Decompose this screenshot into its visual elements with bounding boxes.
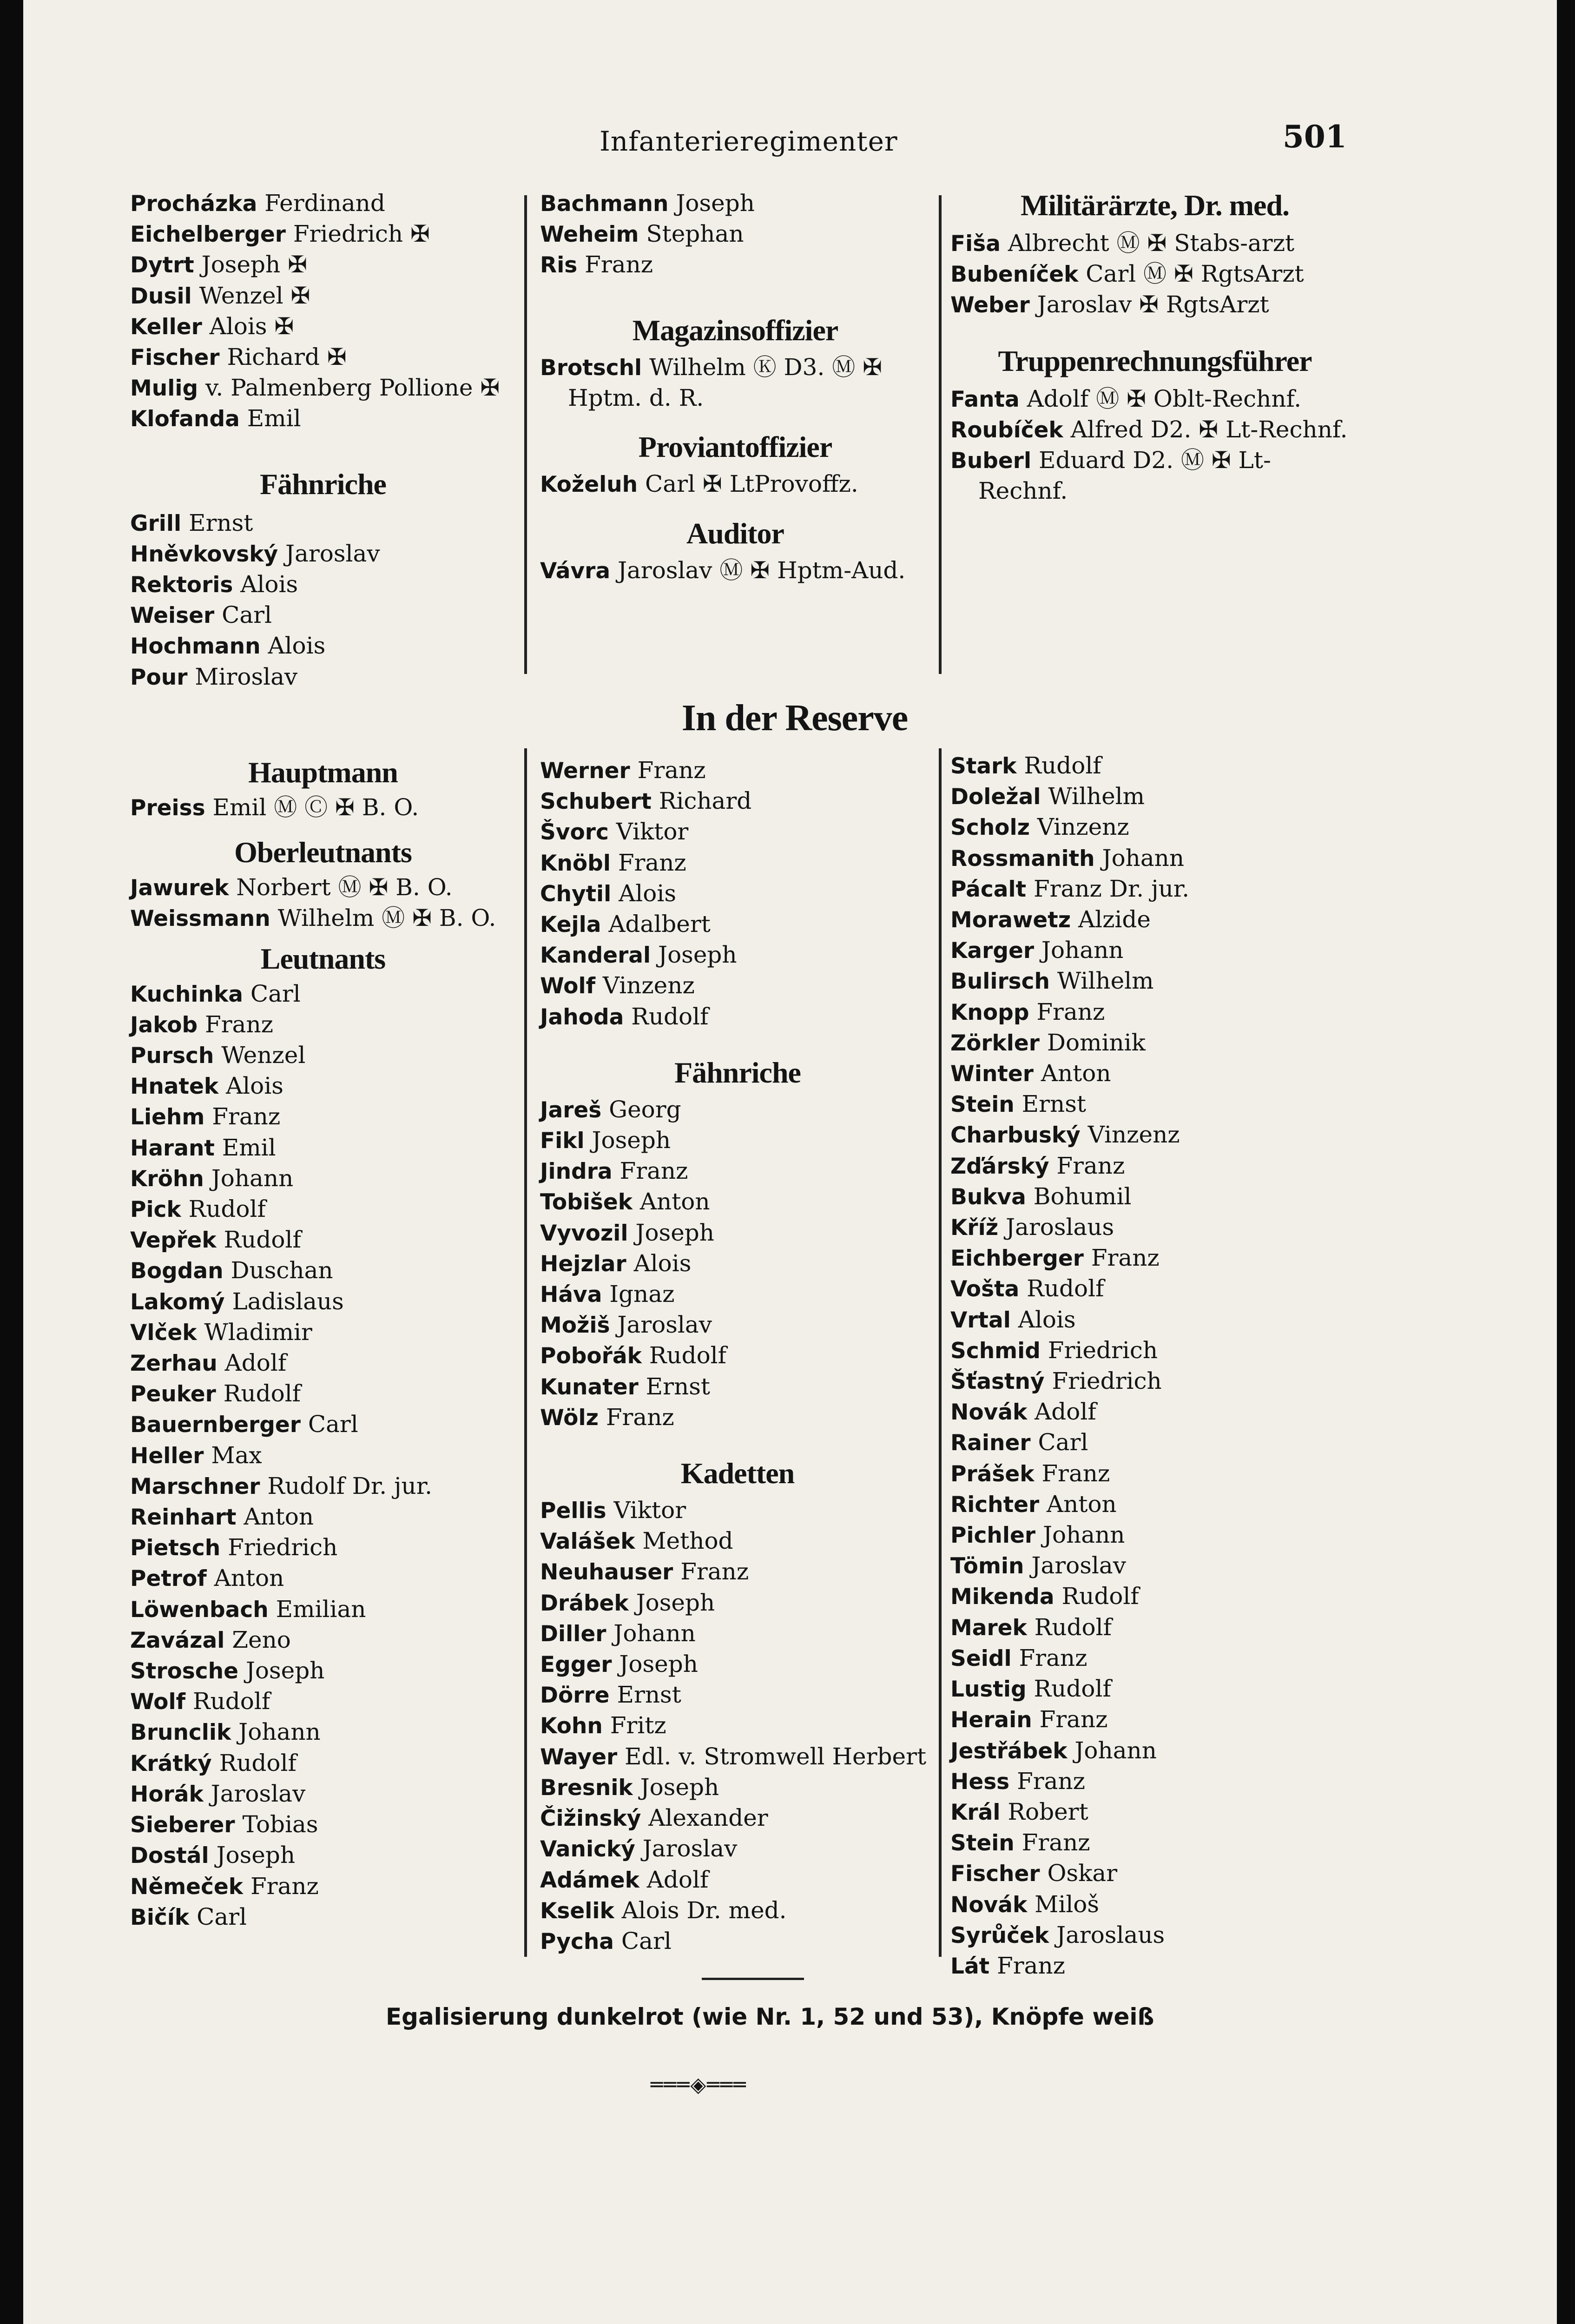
list-item: Harant Emil [130, 1134, 276, 1161]
top-middle-column [540, 188, 930, 586]
list-item: Bachmann Joseph [540, 190, 755, 217]
list-item: Bulirsch Wilhelm [950, 967, 1154, 995]
list-item: Eichelberger Friedrich ✠ [130, 220, 430, 248]
list-item: Jestřábek Johann [950, 1736, 1157, 1764]
list-item: Pobořák Rudolf [540, 1342, 727, 1369]
list-item: Jahoda Rudolf [540, 1003, 709, 1030]
officer-list [540, 352, 930, 413]
list-item: Kanderal Joseph [540, 941, 737, 969]
officer-list [130, 792, 516, 823]
list-item: Wayer Edl. v. Stromwell Herbert [540, 1743, 927, 1770]
list-item: Grill Ernst [130, 509, 253, 536]
officer-list [130, 979, 516, 1933]
list-item: Jareš Georg [540, 1096, 681, 1123]
footer-rule [702, 1978, 804, 1980]
list-item: Procházka Ferdinand [130, 190, 385, 217]
list-item: Mulig v. Palmenberg Pollione ✠ [130, 374, 500, 402]
list-item: Pietsch Friedrich [130, 1534, 338, 1561]
officer-list [130, 508, 516, 693]
list-item: Buberl Eduard D2. Ⓜ ✠ Lt-Rechnf. [950, 447, 1271, 505]
list-item: Kejla Adalbert [540, 911, 711, 938]
column-divider [524, 195, 527, 674]
column-divider [939, 195, 942, 674]
list-item: Pursch Wenzel [130, 1042, 306, 1069]
list-item: Mikenda Rudolf [950, 1583, 1139, 1610]
list-item: Pycha Carl [540, 1927, 672, 1954]
list-item: Ris Franz [540, 251, 653, 278]
list-item: Lustig Rudolf [950, 1675, 1111, 1703]
list-item: Herain Franz [950, 1706, 1108, 1733]
list-item: Rainer Carl [950, 1429, 1088, 1456]
officer-list [130, 188, 516, 435]
list-item: Preiss Emil Ⓜ Ⓒ ✠ B. O. [130, 794, 419, 821]
list-item: Šťastný Friedrich [950, 1367, 1162, 1395]
list-item: Fischer Richard ✠ [130, 343, 347, 371]
reserve-heading: In der Reserve [681, 698, 908, 739]
list-item: Bresnik Joseph [540, 1773, 719, 1801]
officer-list [540, 469, 930, 500]
list-item: Wölz Franz [540, 1403, 674, 1431]
section-heading: Fähnriche [260, 467, 386, 501]
list-item: Charbuský Vinzenz [950, 1121, 1180, 1149]
section-heading: Proviantoffizier [638, 430, 832, 464]
officer-list [130, 872, 516, 934]
list-item: Chytil Alois [540, 879, 677, 907]
list-item: Pick Rudolf [130, 1195, 266, 1223]
top-left-column [130, 188, 516, 693]
list-item: Egger Joseph [540, 1651, 698, 1678]
list-item: Neuhauser Franz [540, 1558, 749, 1585]
officer-list [950, 384, 1359, 507]
list-item: Scholz Vinzenz [950, 813, 1129, 841]
list-item: Pour Miroslav [130, 663, 298, 690]
list-item: Vávra Jaroslav Ⓜ ✠ Hptm-Aud. [540, 557, 906, 584]
list-item: Hess Franz [950, 1767, 1086, 1795]
officer-list [540, 755, 935, 1032]
list-item: Koželuh Carl ✠ LtProvoffz. [540, 470, 858, 498]
list-item: Vyvozil Joseph [540, 1219, 715, 1246]
section-heading: Fähnriche [674, 1056, 801, 1089]
list-item: Fiša Albrecht Ⓜ ✠ Stabs-arzt [950, 230, 1295, 257]
page-number: 501 [1283, 119, 1347, 155]
list-item: Vlček Wladimir [130, 1318, 312, 1346]
list-item: Hnatek Alois [130, 1072, 283, 1100]
section-heading: Kadetten [680, 1457, 795, 1490]
list-item: Morawetz Alzide [950, 906, 1151, 933]
list-item: Král Robert [950, 1798, 1088, 1825]
list-item: Zavázal Zeno [130, 1626, 291, 1653]
list-item: Zerhau Adolf [130, 1349, 287, 1377]
list-item: Diller Johann [540, 1619, 696, 1647]
section-heading: Magazinsoffizier [632, 313, 838, 347]
list-item: Hochmann Alois [130, 632, 326, 660]
list-item: Kříž Jaroslaus [950, 1214, 1114, 1241]
list-item: Dytrt Joseph ✠ [130, 251, 308, 278]
list-item: Bogdan Duschan [130, 1257, 333, 1284]
list-item: Zörkler Dominik [950, 1029, 1146, 1056]
list-item: Pácalt Franz Dr. jur. [950, 875, 1190, 902]
list-item: Fischer Oskar [950, 1860, 1118, 1887]
list-item: Hněvkovský Jaroslav [130, 540, 380, 567]
list-item: Jakob Franz [130, 1010, 273, 1038]
list-item: Weissmann Wilhelm Ⓜ ✠ B. O. [130, 905, 496, 932]
list-item: Werner Franz [540, 757, 706, 784]
list-item: Němeček Franz [130, 1872, 319, 1900]
list-item: Vepřek Rudolf [130, 1226, 301, 1254]
list-item: Lakomý Ladislaus [130, 1287, 344, 1315]
list-item: Wolf Vinzenz [540, 972, 695, 999]
list-item: Horák Jaroslav [130, 1780, 306, 1807]
reserve-middle-column [540, 755, 935, 1957]
top-right-column [950, 188, 1359, 506]
list-item: Prášek Franz [950, 1459, 1110, 1487]
document-page [23, 0, 1557, 2324]
list-item: Löwenbach Emilian [130, 1595, 366, 1623]
list-item: Winter Anton [950, 1060, 1111, 1087]
list-item: Stein Ernst [950, 1090, 1087, 1118]
list-item: Wolf Rudolf [130, 1688, 270, 1715]
list-item: Krátký Rudolf [130, 1749, 297, 1776]
list-item: Knopp Franz [950, 998, 1105, 1025]
list-item: Peuker Rudolf [130, 1380, 301, 1407]
list-item: Kröhn Johann [130, 1164, 294, 1192]
list-item: Tömin Jaroslav [950, 1552, 1126, 1579]
list-item: Fanta Adolf Ⓜ ✠ Oblt-Rechnf. [950, 385, 1302, 412]
list-item: Kuchinka Carl [130, 980, 301, 1007]
running-header: Infanterieregimenter [600, 125, 898, 157]
list-item: Zďárský Franz [950, 1152, 1125, 1179]
officer-list [540, 1495, 935, 1957]
list-item: Brunclik Johann [130, 1718, 321, 1746]
footer-note: Egalisierung dunkelrot (wie Nr. 1, 52 und 53), Knöpfe weiß [386, 2003, 1154, 2030]
list-item: Eichberger Franz [950, 1244, 1160, 1272]
list-item: Weiser Carl [130, 601, 272, 629]
section-heading: Truppenrechnungsführer [998, 344, 1312, 377]
list-item: Kselik Alois Dr. med. [540, 1896, 787, 1924]
list-item: Schmid Friedrich [950, 1336, 1158, 1364]
officer-list [540, 188, 930, 281]
list-item: Rossmanith Johann [950, 844, 1185, 872]
column-divider [524, 748, 527, 1957]
list-item: Lát Franz [950, 1952, 1065, 1979]
list-item: Kohn Fritz [540, 1712, 666, 1739]
list-item: Valášek Method [540, 1527, 733, 1555]
list-item: Keller Alois ✠ [130, 312, 294, 340]
list-item: Dusil Wenzel ✠ [130, 282, 310, 309]
list-item: Čižinský Alexander [540, 1804, 768, 1832]
list-item: Roubíček Alfred D2. ✠ Lt-Rechnf. [950, 416, 1348, 443]
column-divider [939, 748, 942, 1957]
list-item: Novák Adolf [950, 1398, 1096, 1426]
list-item: Háva Ignaz [540, 1281, 675, 1308]
officer-list [950, 228, 1359, 321]
list-item: Weber Jaroslav ✠ RgtsArzt [950, 291, 1269, 318]
list-item: Fikl Joseph [540, 1127, 671, 1154]
list-item: Knöbl Franz [540, 849, 686, 876]
list-item: Bukva Bohumil [950, 1182, 1132, 1210]
list-item: Vrtal Alois [950, 1306, 1076, 1333]
list-item: Stark Rudolf [950, 752, 1101, 779]
list-item: Stein Franz [950, 1829, 1090, 1856]
list-item: Marschner Rudolf Dr. jur. [130, 1472, 433, 1499]
officer-list [540, 555, 930, 586]
list-item: Petrof Anton [130, 1565, 284, 1592]
list-item: Karger Johann [950, 937, 1124, 964]
list-item: Marek Rudolf [950, 1613, 1112, 1641]
list-item: Kunater Ernst [540, 1373, 711, 1400]
section-heading: Oberleutnants [234, 836, 412, 869]
list-item: Jindra Franz [540, 1157, 688, 1185]
reserve-left-column [130, 755, 516, 1933]
list-item: Vošta Rudolf [950, 1275, 1104, 1302]
officer-list [950, 751, 1359, 1981]
list-item: Schubert Richard [540, 787, 752, 815]
list-item: Rektoris Alois [130, 571, 298, 598]
footer-ornament: ═══◈═══ [651, 2073, 747, 2097]
list-item: Klofanda Emil [130, 405, 301, 432]
list-item: Možiš Jaroslav [540, 1311, 712, 1339]
list-item: Pichler Johann [950, 1521, 1125, 1549]
officer-list [540, 1095, 935, 1433]
list-item: Drábek Joseph [540, 1589, 715, 1616]
list-item: Hejzlar Alois [540, 1249, 692, 1277]
list-item: Syrůček Jaroslaus [950, 1921, 1165, 1948]
list-item: Heller Max [130, 1441, 262, 1469]
list-item: Richter Anton [950, 1490, 1117, 1518]
list-item: Seidl Franz [950, 1644, 1087, 1671]
list-item: Tobišek Anton [540, 1188, 710, 1215]
list-item: Weheim Stephan [540, 220, 744, 248]
list-item: Adámek Adolf [540, 1866, 709, 1893]
list-item: Jawurek Norbert Ⓜ ✠ B. O. [130, 874, 453, 901]
list-item: Liehm Franz [130, 1103, 281, 1130]
list-item: Bubeníček Carl Ⓜ ✠ RgtsArzt [950, 260, 1304, 288]
list-item: Reinhart Anton [130, 1503, 314, 1531]
section-heading: Hauptmann [248, 756, 398, 789]
list-item: Doležal Wilhelm [950, 783, 1145, 810]
section-heading: Militärärzte, Dr. med. [1020, 189, 1290, 222]
list-item: Bauernberger Carl [130, 1411, 358, 1438]
section-heading: Leutnants [260, 942, 386, 975]
list-item: Bičík Carl [130, 1903, 247, 1930]
list-item: Švorc Viktor [540, 818, 689, 845]
list-item: Brotschl Wilhelm Ⓚ D3. Ⓜ ✠ Hptm. d. R. [540, 353, 883, 411]
list-item: Pellis Viktor [540, 1497, 686, 1524]
section-heading: Auditor [686, 517, 784, 550]
list-item: Dostál Joseph [130, 1842, 296, 1869]
list-item: Strosche Joseph [130, 1657, 325, 1684]
list-item: Novák Miloš [950, 1890, 1100, 1918]
list-item: Sieberer Tobias [130, 1811, 318, 1838]
list-item: Vanický Jaroslav [540, 1835, 738, 1862]
reserve-right-column [950, 751, 1359, 1981]
list-item: Dörre Ernst [540, 1681, 681, 1709]
